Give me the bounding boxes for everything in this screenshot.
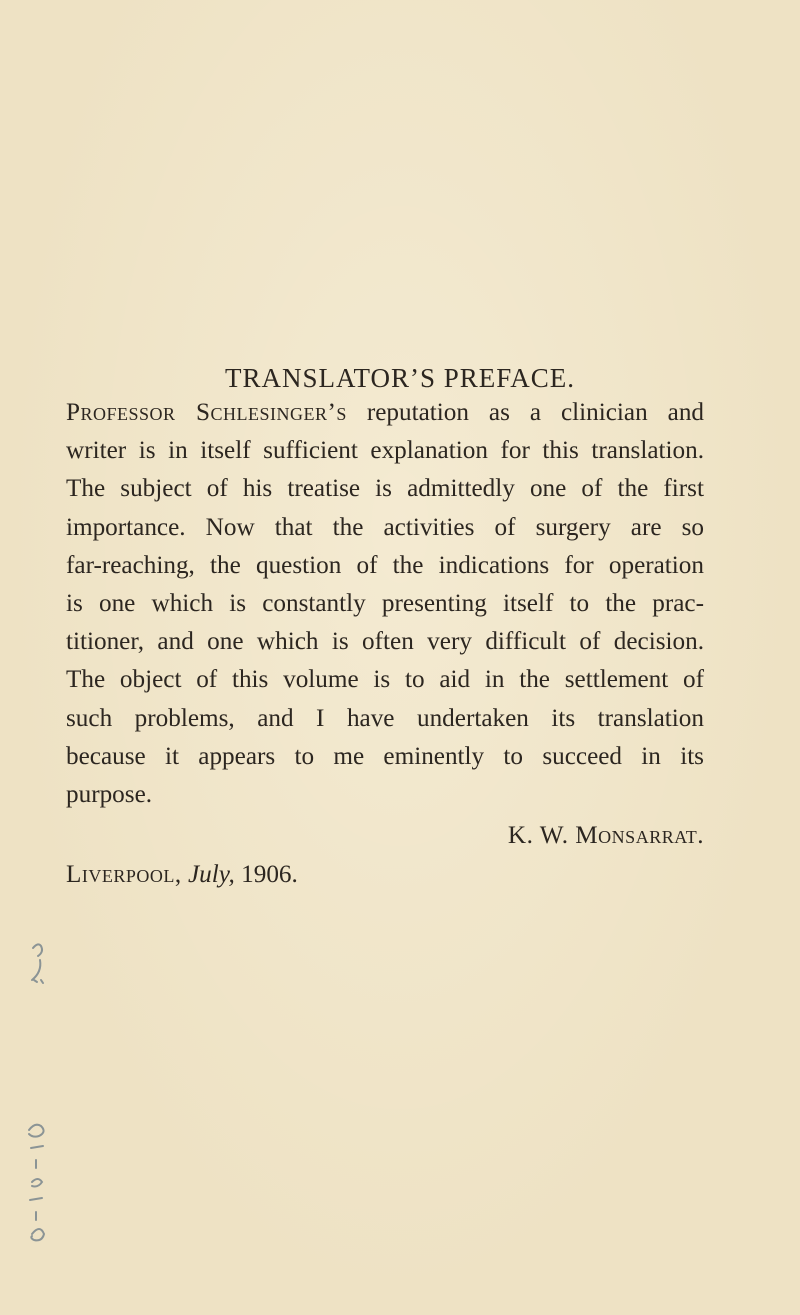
margin-mark-top (33, 944, 42, 956)
preface-line-6: is one which is constantly presenting itself to the prac- (66, 590, 704, 618)
author-name-smallcaps: Professor Schlesinger’s (66, 399, 347, 426)
preface-line-11: purpose. (66, 781, 153, 809)
preface-line-7: titioner, and one which is often very difficult of decision. (66, 628, 704, 656)
preface-line-5: far-reaching, the question of the indications for operation (66, 551, 704, 579)
margin-mark-hook (32, 960, 40, 980)
page-title: TRANSLATOR’S PREFACE. (224, 363, 576, 393)
preface-line-8: The object of this volume is to aid in the settlement of (66, 666, 704, 694)
margin-mark-numeral-2 (32, 1179, 42, 1187)
preface-line-4: importance. Now that the activities of surgery are so (66, 513, 704, 541)
preface-line-9: such problems, and I have undertaken its translation (66, 704, 704, 732)
preface-line-1-rest: reputation as a clinician and (366, 399, 705, 426)
preface-line-3: The subject of his treatise is admittedly one of the first (66, 475, 704, 503)
translator-signature: K. W. Monsarrat. (507, 822, 704, 849)
preface-line-10: because it appears to me eminently to succeed in its (66, 742, 704, 770)
dateline-place: Liverpool, (66, 861, 182, 888)
dateline-year: 1906. (241, 861, 298, 888)
margin-mark-numeral-3 (31, 1229, 44, 1240)
margin-mark-numeral-1 (29, 1125, 44, 1137)
preface-line-2: writer is in itself sufficient explanation for this translation. (66, 437, 704, 465)
dateline-month: July, (187, 861, 235, 888)
